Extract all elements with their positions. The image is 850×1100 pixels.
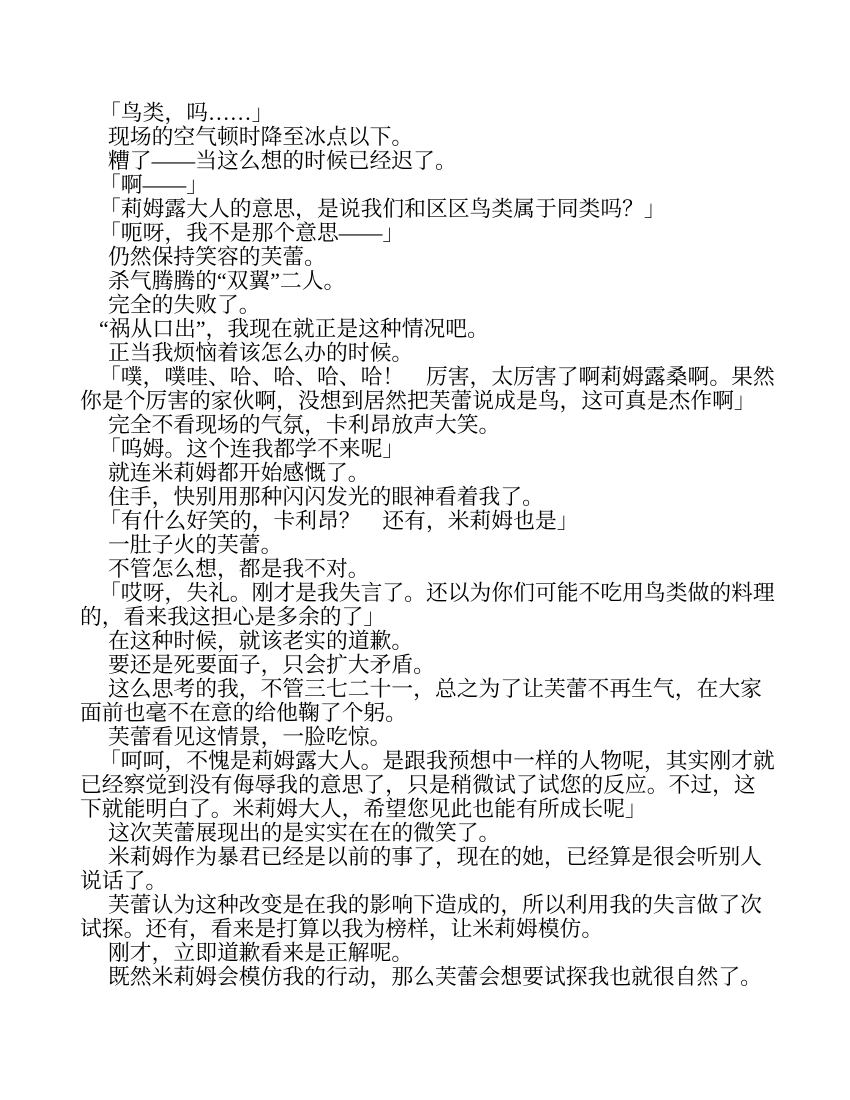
- text-line: 这么思考的我，不管三七二十一，总之为了让芙蕾不再生气，在大家: [108, 677, 762, 701]
- text-line: 就连米莉姆都开始感慨了。: [108, 461, 370, 485]
- text-line: 「呜姆。这个连我都学不来呢」: [99, 437, 405, 461]
- text-line: 既然米莉姆会模仿我的行动，那么芙蕾会想要试探我也就很自然了。: [108, 965, 762, 989]
- text-line: 你是个厉害的家伙啊，没想到居然把芙蕾说成是鸟，这可真是杰作啊」: [80, 389, 756, 413]
- text-line: 这次芙蕾展现出的是实实在在的微笑了。: [108, 821, 501, 845]
- text-line: 要还是死要面子，只会扩大矛盾。: [108, 653, 435, 677]
- text-line: 「鸟类，吗……」: [99, 101, 274, 125]
- text-line: 「啊——」: [99, 173, 208, 197]
- text-line: 「哎呀，失礼。刚才是我失言了。还以为你们可能不吃用鸟类做的料理: [99, 581, 775, 605]
- text-line: 不管怎么想，都是我不对。: [108, 557, 370, 581]
- text-line: 在这种时候，就该老实的道歉。: [108, 629, 414, 653]
- text-line: 仍然保持笑容的芙蕾。: [108, 245, 326, 269]
- text-line: 已经察觉到没有侮辱我的意思了，只是稍微试了试您的反应。不过，这: [80, 773, 756, 797]
- text-line: 糟了——当这么想的时候已经迟了。: [108, 149, 457, 173]
- text-line: 下就能明白了。米莉姆大人，希望您见此也能有所成长呢」: [80, 797, 647, 821]
- text-line: 说话了。: [80, 869, 168, 893]
- text-line: 刚才，立即道歉看来是正解呢。: [108, 941, 414, 965]
- text-line: 完全不看现场的气氛，卡利昂放声大笑。: [108, 413, 501, 437]
- text-line: 「有什么好笑的，卡利昂？ 还有，米莉姆也是」: [99, 509, 579, 533]
- text-line: 「莉姆露大人的意思，是说我们和区区鸟类属于同类吗？」: [99, 197, 666, 221]
- text-line: 「噗，噗哇、哈、哈、哈、哈！ 厉害，太厉害了啊莉姆露桑啊。果然: [99, 365, 775, 389]
- text-line: 米莉姆作为暴君已经是以前的事了，现在的她，已经算是很会听别人: [108, 845, 762, 869]
- text-line: 一肚子火的芙蕾。: [108, 533, 283, 557]
- text-line: 芙蕾认为这种改变是在我的影响下造成的，所以利用我的失言做了次: [108, 893, 762, 917]
- text-line: 「呃呀，我不是那个意思——」: [99, 221, 405, 245]
- text-line: 芙蕾看见这情景，一脸吃惊。: [108, 725, 392, 749]
- text-line: 面前也毫不在意的给他鞠了个躬。: [80, 701, 407, 725]
- text-line: 「呵呵，不愧是莉姆露大人。是跟我预想中一样的人物呢，其实刚才就: [99, 749, 775, 773]
- text-line: 正当我烦恼着该怎么办的时候。: [108, 341, 414, 365]
- text-line: “祸从口出”，我现在就正是这种情况吧。: [99, 317, 489, 341]
- text-line: 现场的空气顿时降至冰点以下。: [108, 125, 414, 149]
- text-line: 完全的失败了。: [108, 293, 261, 317]
- text-line: 住手，快别用那种闪闪发光的眼神看着我了。: [108, 485, 544, 509]
- text-line: 杀气腾腾的“双翼”二人。: [108, 269, 346, 293]
- text-line: 的，看来我这担心是多余的了」: [80, 605, 386, 629]
- text-line: 试探。还有，看来是打算以我为榜样，让米莉姆模仿。: [80, 917, 604, 941]
